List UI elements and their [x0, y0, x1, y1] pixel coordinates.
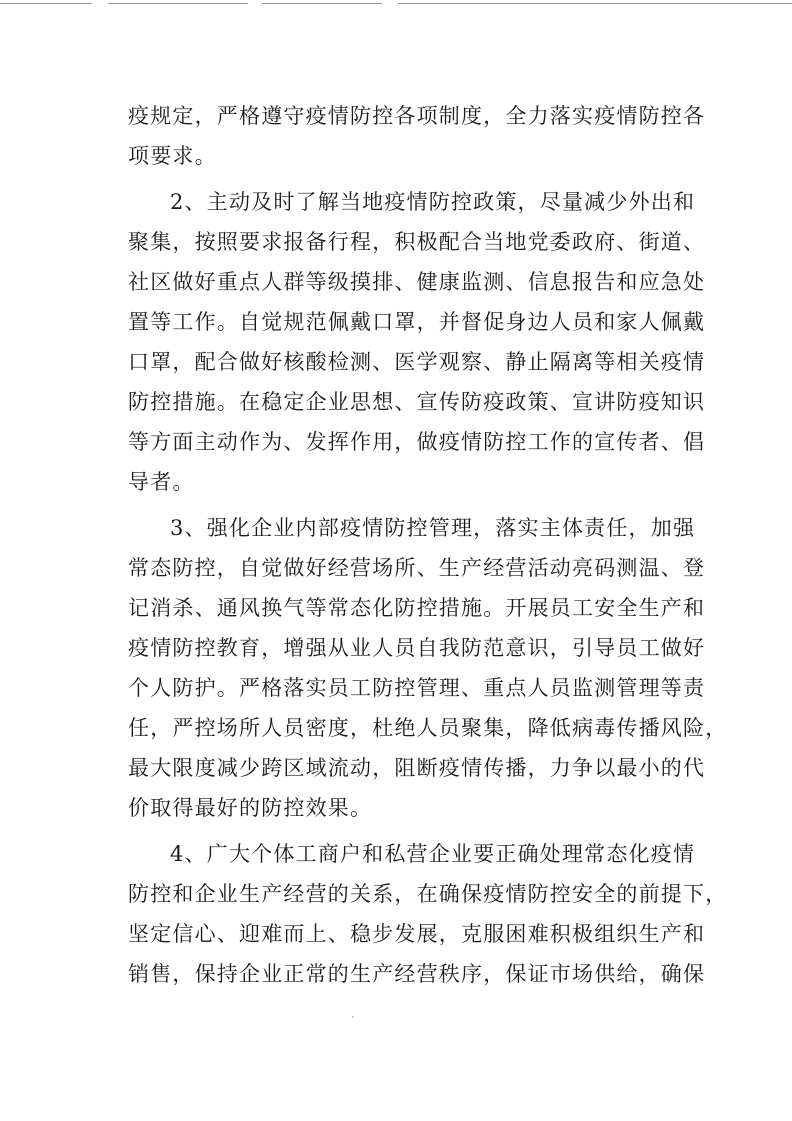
top-edge-rule [108, 3, 248, 4]
paragraph-continuation [128, 96, 706, 176]
text-line: 导者。 [128, 470, 195, 494]
text-line: 价取得最好的防控效果。 [128, 796, 373, 820]
text-line: 2、主动及时了解当地疫情防控政策，尽量减少外出和 [170, 190, 696, 214]
top-edge-rule [262, 3, 382, 4]
text-line: 口罩，配合做好核酸检测、医学观察、静止隔离等相关疫情 [128, 350, 706, 374]
text-line: 任，严控场所人员密度，杜绝人员聚集，降低病毒传播风险， [128, 716, 728, 740]
text-line: 社区做好重点人群等级摸排、健康监测、信息报告和应急处 [128, 270, 706, 294]
text-line: 4、广大个体工商户和私营企业要正确处理常态化疫情 [170, 842, 696, 866]
paragraph-item-2 [128, 182, 706, 502]
text-line: 疫情防控教育，增强从业人员自我防范意识，引导员工做好 [128, 636, 706, 660]
text-line: 项要求。 [128, 144, 217, 168]
text-line: 常态防控，自觉做好经营场所、生产经营活动亮码测温、登 [128, 556, 706, 580]
text-line: 防控和企业生产经营的关系，在确保疫情防控安全的前提下， [128, 882, 728, 906]
text-line: 防控措施。在稳定企业思想、宣传防疫政策、宣讲防疫知识 [128, 390, 706, 414]
text-line: 销售，保持企业正常的生产经营秩序，保证市场供给，确保 [128, 962, 706, 986]
text-line: 记消杀、通风换气等常态化防控措施。开展员工安全生产和 [128, 596, 706, 620]
text-line: 个人防护。严格落实员工防控管理、重点人员监测管理等责 [128, 676, 706, 700]
top-edge-rule [398, 3, 792, 4]
scan-speck [352, 1016, 354, 1018]
document-body [128, 96, 728, 994]
text-line: 等方面主动作为、发挥作用，做疫情防控工作的宣传者、倡 [128, 430, 706, 454]
text-line: 置等工作。自觉规范佩戴口罩，并督促身边人员和家人佩戴 [128, 310, 706, 334]
paragraph-item-3 [128, 508, 728, 828]
text-line: 坚定信心、迎难而上、稳步发展，克服困难积极组织生产和 [128, 922, 706, 946]
top-edge-rule [0, 3, 92, 4]
text-line: 聚集，按照要求报备行程，积极配合当地党委政府、街道、 [128, 230, 706, 254]
text-line: 疫规定，严格遵守疫情防控各项制度，全力落实疫情防控各 [128, 104, 706, 128]
text-line: 最大限度减少跨区域流动，阻断疫情传播，力争以最小的代 [128, 756, 706, 780]
text-line: 3、强化企业内部疫情防控管理，落实主体责任，加强 [170, 516, 696, 540]
paragraph-item-4 [128, 834, 728, 994]
